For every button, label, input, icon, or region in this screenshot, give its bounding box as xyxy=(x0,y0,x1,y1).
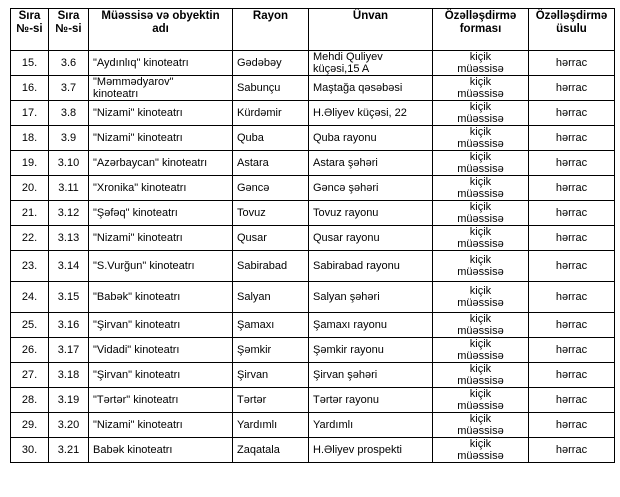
header-privatization-method: Özəlləşdirmə üsulu xyxy=(529,9,615,51)
row-seq-number-2: 3.13 xyxy=(49,226,89,251)
row-seq-number: 18. xyxy=(11,126,49,151)
row-seq-number: 16. xyxy=(11,76,49,101)
row-privatization-form: kiçik müəssisə xyxy=(433,388,529,413)
row-seq-number-2: 3.18 xyxy=(49,363,89,388)
row-enterprise-name: Babək kinoteatrı xyxy=(89,438,233,463)
table-row xyxy=(11,226,615,251)
table-row xyxy=(11,282,615,313)
row-privatization-method: hərrac xyxy=(529,438,615,463)
row-enterprise-name: "Xronika" kinoteatrı xyxy=(89,176,233,201)
row-seq-number: 22. xyxy=(11,226,49,251)
row-privatization-form: kiçik müəssisə xyxy=(433,76,529,101)
row-address: Salyan şəhəri xyxy=(309,282,433,313)
row-privatization-method: hərrac xyxy=(529,151,615,176)
row-seq-number-2: 3.16 xyxy=(49,313,89,338)
row-privatization-form: kiçik müəssisə xyxy=(433,313,529,338)
table-row xyxy=(11,413,615,438)
table-row xyxy=(11,76,615,101)
row-district: Şirvan xyxy=(233,363,309,388)
table-row xyxy=(11,363,615,388)
row-enterprise-name: "Şəfəq" kinoteatrı xyxy=(89,201,233,226)
row-seq-number: 29. xyxy=(11,413,49,438)
row-privatization-method: hərrac xyxy=(529,282,615,313)
table-row xyxy=(11,388,615,413)
row-privatization-method: hərrac xyxy=(529,338,615,363)
row-enterprise-name: "Babək" kinoteatrı xyxy=(89,282,233,313)
row-privatization-form: kiçik müəssisə xyxy=(433,438,529,463)
row-privatization-form: kiçik müəssisə xyxy=(433,176,529,201)
header-address: Ünvan xyxy=(309,9,433,51)
row-address: Şəmkir rayonu xyxy=(309,338,433,363)
row-seq-number-2: 3.15 xyxy=(49,282,89,313)
row-district: Kürdəmir xyxy=(233,101,309,126)
row-privatization-form: kiçik müəssisə xyxy=(433,201,529,226)
row-address: Astara şəhəri xyxy=(309,151,433,176)
row-seq-number-2: 3.20 xyxy=(49,413,89,438)
table-row xyxy=(11,151,615,176)
row-seq-number-2: 3.7 xyxy=(49,76,89,101)
row-privatization-method: hərrac xyxy=(529,51,615,76)
row-seq-number-2: 3.17 xyxy=(49,338,89,363)
header-enterprise-name: Müəssisə və obyektin adı xyxy=(89,9,233,51)
row-privatization-form: kiçik müəssisə xyxy=(433,226,529,251)
row-privatization-method: hərrac xyxy=(529,413,615,438)
row-address: Qusar rayonu xyxy=(309,226,433,251)
header-district: Rayon xyxy=(233,9,309,51)
row-address: H.Əliyev prospekti xyxy=(309,438,433,463)
table-row xyxy=(11,251,615,282)
row-district: Gəncə xyxy=(233,176,309,201)
row-seq-number: 26. xyxy=(11,338,49,363)
table-row xyxy=(11,438,615,463)
row-seq-number-2: 3.11 xyxy=(49,176,89,201)
row-address: Şamaxı rayonu xyxy=(309,313,433,338)
header-seq-number-2: Sıra №-si xyxy=(49,9,89,51)
row-enterprise-name: "Azərbaycan" kinoteatrı xyxy=(89,151,233,176)
table-row xyxy=(11,126,615,151)
row-enterprise-name: "Nizami" kinoteatrı xyxy=(89,413,233,438)
row-district: Astara xyxy=(233,151,309,176)
row-district: Sabunçu xyxy=(233,76,309,101)
row-address: Yardımlı xyxy=(309,413,433,438)
table-row xyxy=(11,101,615,126)
row-seq-number: 15. xyxy=(11,51,49,76)
row-enterprise-name: "Nizami" kinoteatrı xyxy=(89,101,233,126)
row-privatization-form: kiçik müəssisə xyxy=(433,151,529,176)
row-enterprise-name: "Məmmədyarov" kinoteatrı xyxy=(89,76,233,101)
row-district: Salyan xyxy=(233,282,309,313)
row-district: Tovuz xyxy=(233,201,309,226)
row-enterprise-name: "Nizami" kinoteatrı xyxy=(89,126,233,151)
row-address: Maştağa qəsəbəsi xyxy=(309,76,433,101)
header-seq-number: Sıra №-si xyxy=(11,9,49,51)
row-privatization-method: hərrac xyxy=(529,226,615,251)
row-district: Yardımlı xyxy=(233,413,309,438)
row-seq-number: 19. xyxy=(11,151,49,176)
row-seq-number-2: 3.19 xyxy=(49,388,89,413)
row-address: Sabirabad rayonu xyxy=(309,251,433,282)
row-district: Quba xyxy=(233,126,309,151)
row-privatization-method: hərrac xyxy=(529,176,615,201)
row-privatization-form: kiçik müəssisə xyxy=(433,413,529,438)
table-row xyxy=(11,51,615,76)
row-enterprise-name: "Şirvan" kinoteatrı xyxy=(89,313,233,338)
row-seq-number: 20. xyxy=(11,176,49,201)
row-privatization-form: kiçik müəssisə xyxy=(433,101,529,126)
row-privatization-method: hərrac xyxy=(529,201,615,226)
row-privatization-form: kiçik müəssisə xyxy=(433,126,529,151)
table-header-row xyxy=(11,9,615,51)
row-district: Qusar xyxy=(233,226,309,251)
row-seq-number: 25. xyxy=(11,313,49,338)
row-enterprise-name: "Şirvan" kinoteatrı xyxy=(89,363,233,388)
table-row xyxy=(11,338,615,363)
row-seq-number-2: 3.12 xyxy=(49,201,89,226)
row-address: Quba rayonu xyxy=(309,126,433,151)
row-address: H.Əliyev küçəsi, 22 xyxy=(309,101,433,126)
row-seq-number: 30. xyxy=(11,438,49,463)
row-seq-number: 23. xyxy=(11,251,49,282)
row-privatization-form: kiçik müəssisə xyxy=(433,363,529,388)
row-district: Zaqatala xyxy=(233,438,309,463)
row-seq-number-2: 3.8 xyxy=(49,101,89,126)
row-seq-number: 27. xyxy=(11,363,49,388)
row-privatization-method: hərrac xyxy=(529,388,615,413)
row-privatization-method: hərrac xyxy=(529,251,615,282)
row-privatization-method: hərrac xyxy=(529,363,615,388)
row-privatization-method: hərrac xyxy=(529,76,615,101)
row-address: Gəncə şəhəri xyxy=(309,176,433,201)
row-seq-number-2: 3.14 xyxy=(49,251,89,282)
privatization-table xyxy=(10,8,615,463)
row-enterprise-name: "Tərtər" kinoteatrı xyxy=(89,388,233,413)
row-seq-number-2: 3.6 xyxy=(49,51,89,76)
row-enterprise-name: "Vidadi" kinoteatrı xyxy=(89,338,233,363)
row-district: Şəmkir xyxy=(233,338,309,363)
row-privatization-form: kiçik müəssisə xyxy=(433,282,529,313)
row-seq-number-2: 3.9 xyxy=(49,126,89,151)
row-enterprise-name: "S.Vurğun" kinoteatrı xyxy=(89,251,233,282)
row-address: Mehdi Quliyev küçəsi,15 A xyxy=(309,51,433,76)
table-row xyxy=(11,201,615,226)
row-privatization-method: hərrac xyxy=(529,126,615,151)
row-privatization-form: kiçik müəssisə xyxy=(433,51,529,76)
header-privatization-form: Özəlləşdirmə forması xyxy=(433,9,529,51)
row-privatization-form: kiçik müəssisə xyxy=(433,338,529,363)
table-body xyxy=(11,51,615,463)
table-row xyxy=(11,313,615,338)
row-district: Gədəbəy xyxy=(233,51,309,76)
row-seq-number-2: 3.21 xyxy=(49,438,89,463)
row-address: Tərtər rayonu xyxy=(309,388,433,413)
row-district: Sabirabad xyxy=(233,251,309,282)
row-enterprise-name: "Nizami" kinoteatrı xyxy=(89,226,233,251)
row-seq-number-2: 3.10 xyxy=(49,151,89,176)
row-address: Tovuz rayonu xyxy=(309,201,433,226)
row-privatization-method: hərrac xyxy=(529,313,615,338)
row-address: Şirvan şəhəri xyxy=(309,363,433,388)
row-seq-number: 21. xyxy=(11,201,49,226)
row-seq-number: 24. xyxy=(11,282,49,313)
row-seq-number: 28. xyxy=(11,388,49,413)
row-privatization-method: hərrac xyxy=(529,101,615,126)
row-seq-number: 17. xyxy=(11,101,49,126)
row-enterprise-name: "Aydınlıq" kinoteatrı xyxy=(89,51,233,76)
table-row xyxy=(11,176,615,201)
row-district: Şamaxı xyxy=(233,313,309,338)
row-district: Tərtər xyxy=(233,388,309,413)
row-privatization-form: kiçik müəssisə xyxy=(433,251,529,282)
